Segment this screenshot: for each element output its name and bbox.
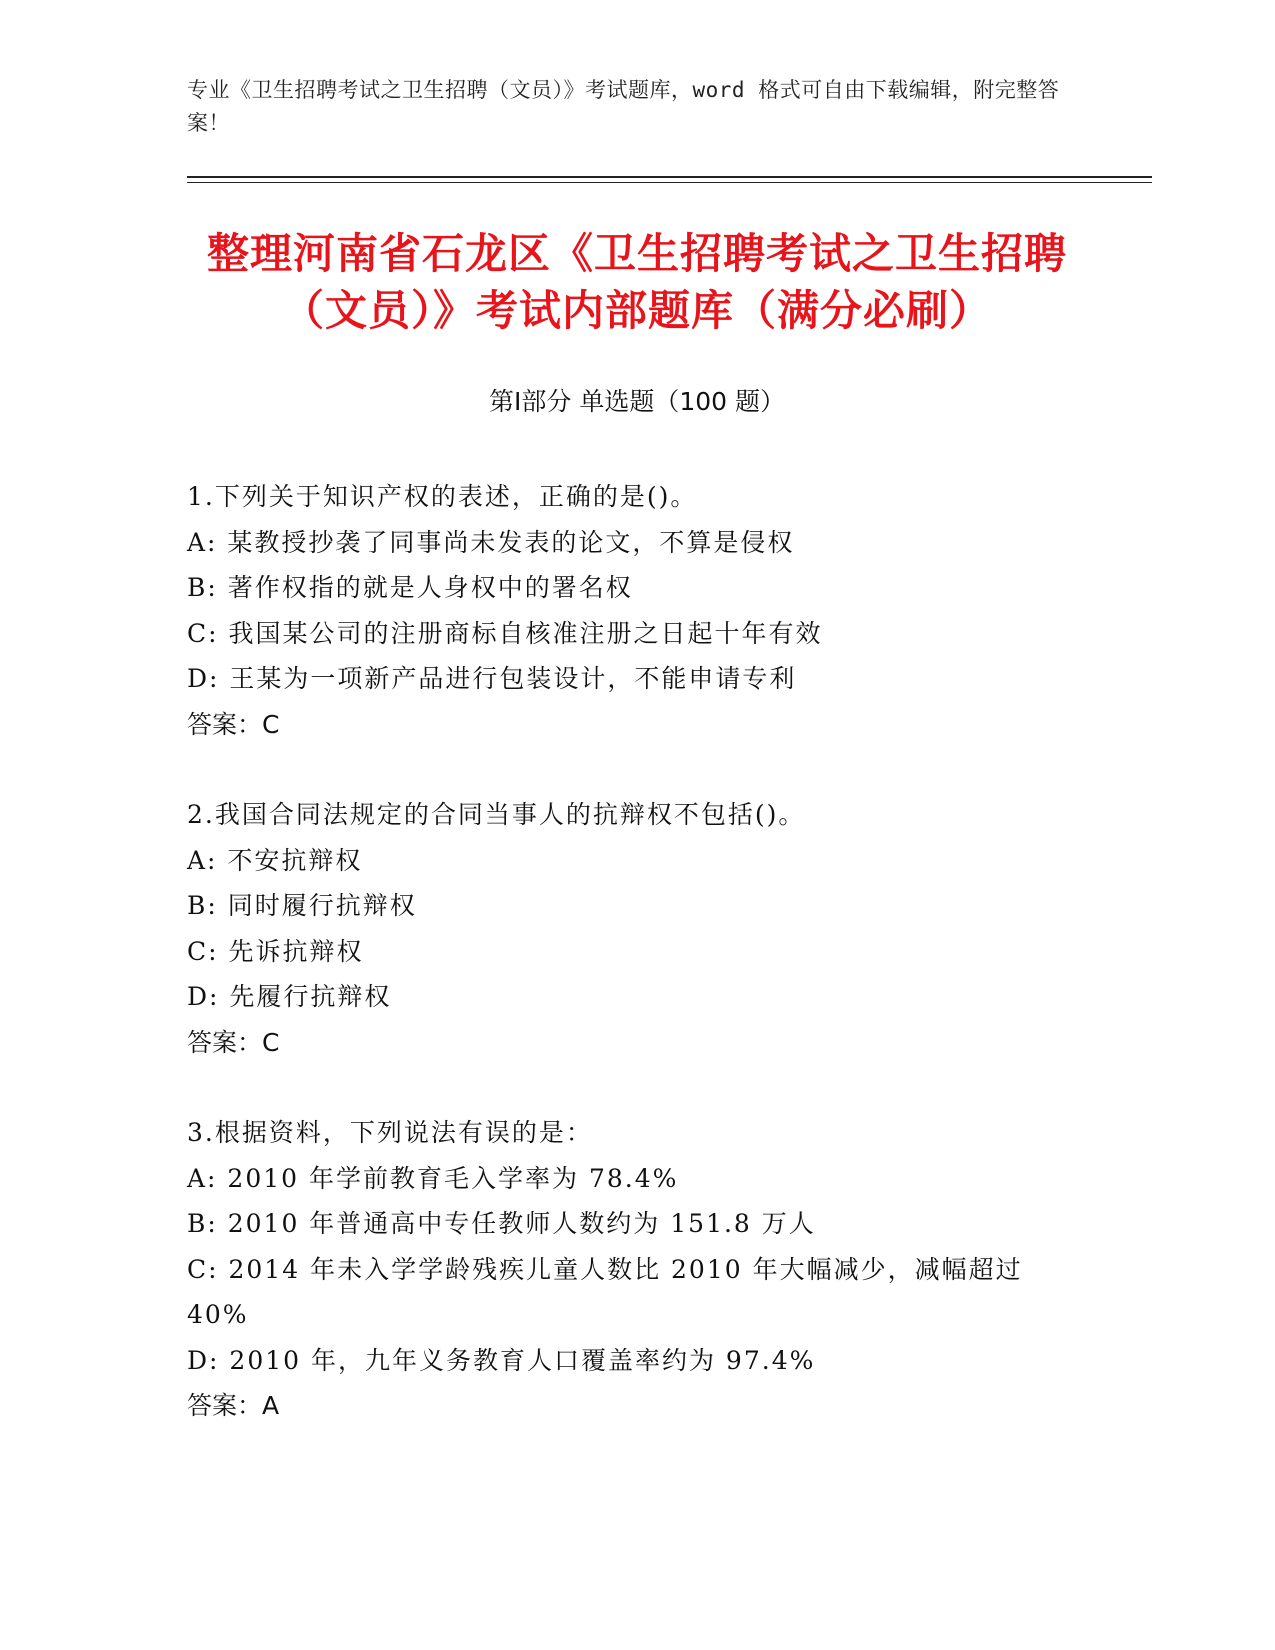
answer-label: 答案：C [187,1027,280,1057]
answer-label: 答案：C [187,709,280,739]
option-b: B: 著作权指的就是人身权中的署名权 [187,573,633,602]
question-list [187,474,1087,1474]
answer-label: 答案：A [187,1391,280,1420]
option-a: A: 不安抗辩权 [187,845,363,875]
question-3 [187,1110,1087,1429]
question-stem: 3.根据资料，下列说法有误的是： [187,1118,593,1147]
option-b: B: 同时履行抗辩权 [187,891,417,920]
option-a: A: 某教授抄袭了同事尚未发表的论文，不算是侵权 [187,527,795,557]
header-note: 专业《卫生招聘考试之卫生招聘（文员）》考试题库，word 格式可自由下载编辑，附完整答案！ [187,78,1060,135]
option-d: D: 2010 年，九年义务教育人口覆盖率约为 97.4% [187,1345,816,1375]
option-d: D: 王某为一项新产品进行包装设计，不能申请专利 [187,664,797,693]
header-divider-thin [187,182,1152,183]
option-c: C: 先诉抗辩权 [187,936,364,966]
question-stem: 2.我国合同法规定的合同当事人的抗辩权不包括()。 [187,800,806,829]
question-2 [187,792,1087,1065]
option-b: B: 2010 年普通高中专任教师人数约为 151.8 万人 [187,1209,816,1238]
document-title: 整理河南省石龙区《卫生招聘考试之卫生招聘（文员）》考试内部题库（满分必刷） [206,229,1067,335]
question-stem: 1.下列关于知识产权的表述，正确的是()。 [187,482,698,511]
option-c: C: 我国某公司的注册商标自核准注册之日起十年有效 [187,618,823,648]
option-c: C: 2014 年未入学学龄残疾儿童人数比 2010 年大幅减少，减幅超过 40% [187,1254,1023,1329]
section-heading: 第Ⅰ部分 单选题（100 题） [489,387,785,416]
option-a: A: 2010 年学前教育毛入学率为 78.4% [187,1163,679,1193]
question-1 [187,474,1087,747]
option-d: D: 先履行抗辩权 [187,982,392,1011]
header-divider-thick [187,176,1152,178]
